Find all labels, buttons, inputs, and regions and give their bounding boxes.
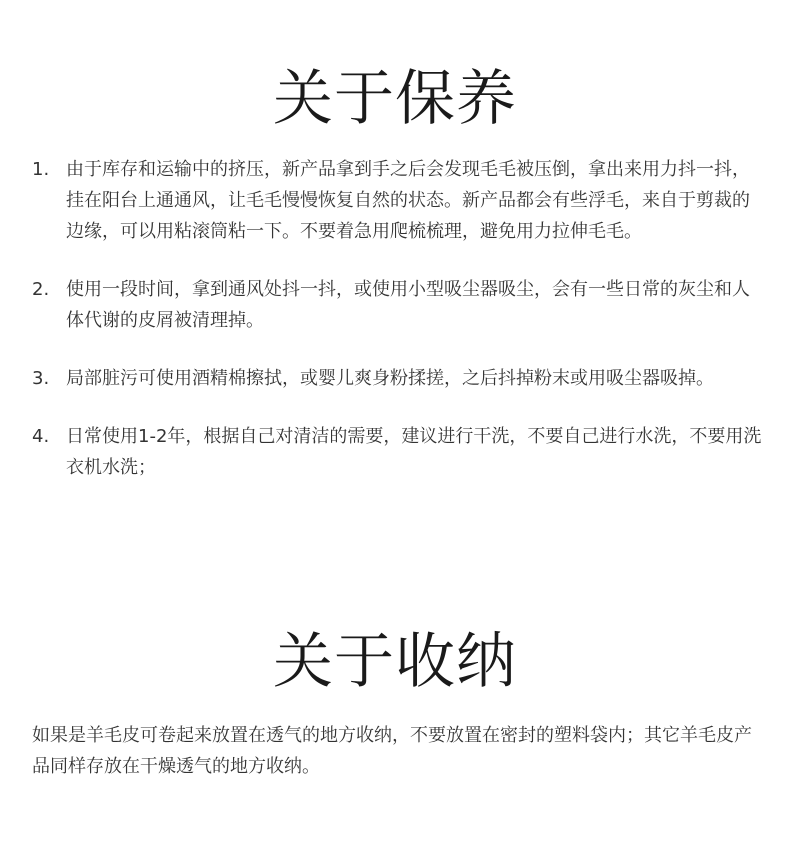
care-section-title: 关于保养: [273, 64, 517, 134]
care-item-number: 1.: [32, 159, 50, 180]
care-item-number: 2.: [32, 279, 50, 300]
care-item: [32, 421, 762, 483]
care-item-number: 4.: [32, 426, 50, 447]
care-instructions-list: [32, 154, 762, 510]
storage-paragraph: 如果是羊毛皮可卷起来放置在透气的地方收纳，不要放置在密封的塑料袋内；其它羊毛皮产品同样存放在干燥透气的地方收纳。: [32, 725, 752, 777]
care-item: [32, 154, 762, 247]
care-item: [32, 363, 762, 394]
care-item-text: 局部脏污可使用酒精棉擦拭，或婴儿爽身粉揉搓，之后抖掉粉末或用吸尘器吸掉。: [66, 368, 714, 389]
care-item-text: 使用一段时间，拿到通风处抖一抖，或使用小型吸尘器吸尘，会有一些日常的灰尘和人体代谢的皮屑被清理掉。: [66, 279, 750, 331]
care-item-text: 由于库存和运输中的挤压，新产品拿到手之后会发现毛毛被压倒，拿出来用力抖一抖，挂在阳台上通通风，让毛毛慢慢恢复自然的状态。新产品都会有些浮毛，来自于剪裁的边缘，可以用粘滚筒粘一下。不要着急用爬梳梳理，避免用力拉伸毛毛。: [66, 159, 750, 242]
care-item-number: 3.: [32, 368, 50, 389]
care-item-text: 日常使用1-2年，根据自己对清洁的需要，建议进行干洗，不要自己进行水洗，不要用洗衣机水洗；: [66, 426, 762, 478]
storage-section-title: 关于收纳: [273, 627, 517, 697]
care-item: [32, 274, 762, 336]
